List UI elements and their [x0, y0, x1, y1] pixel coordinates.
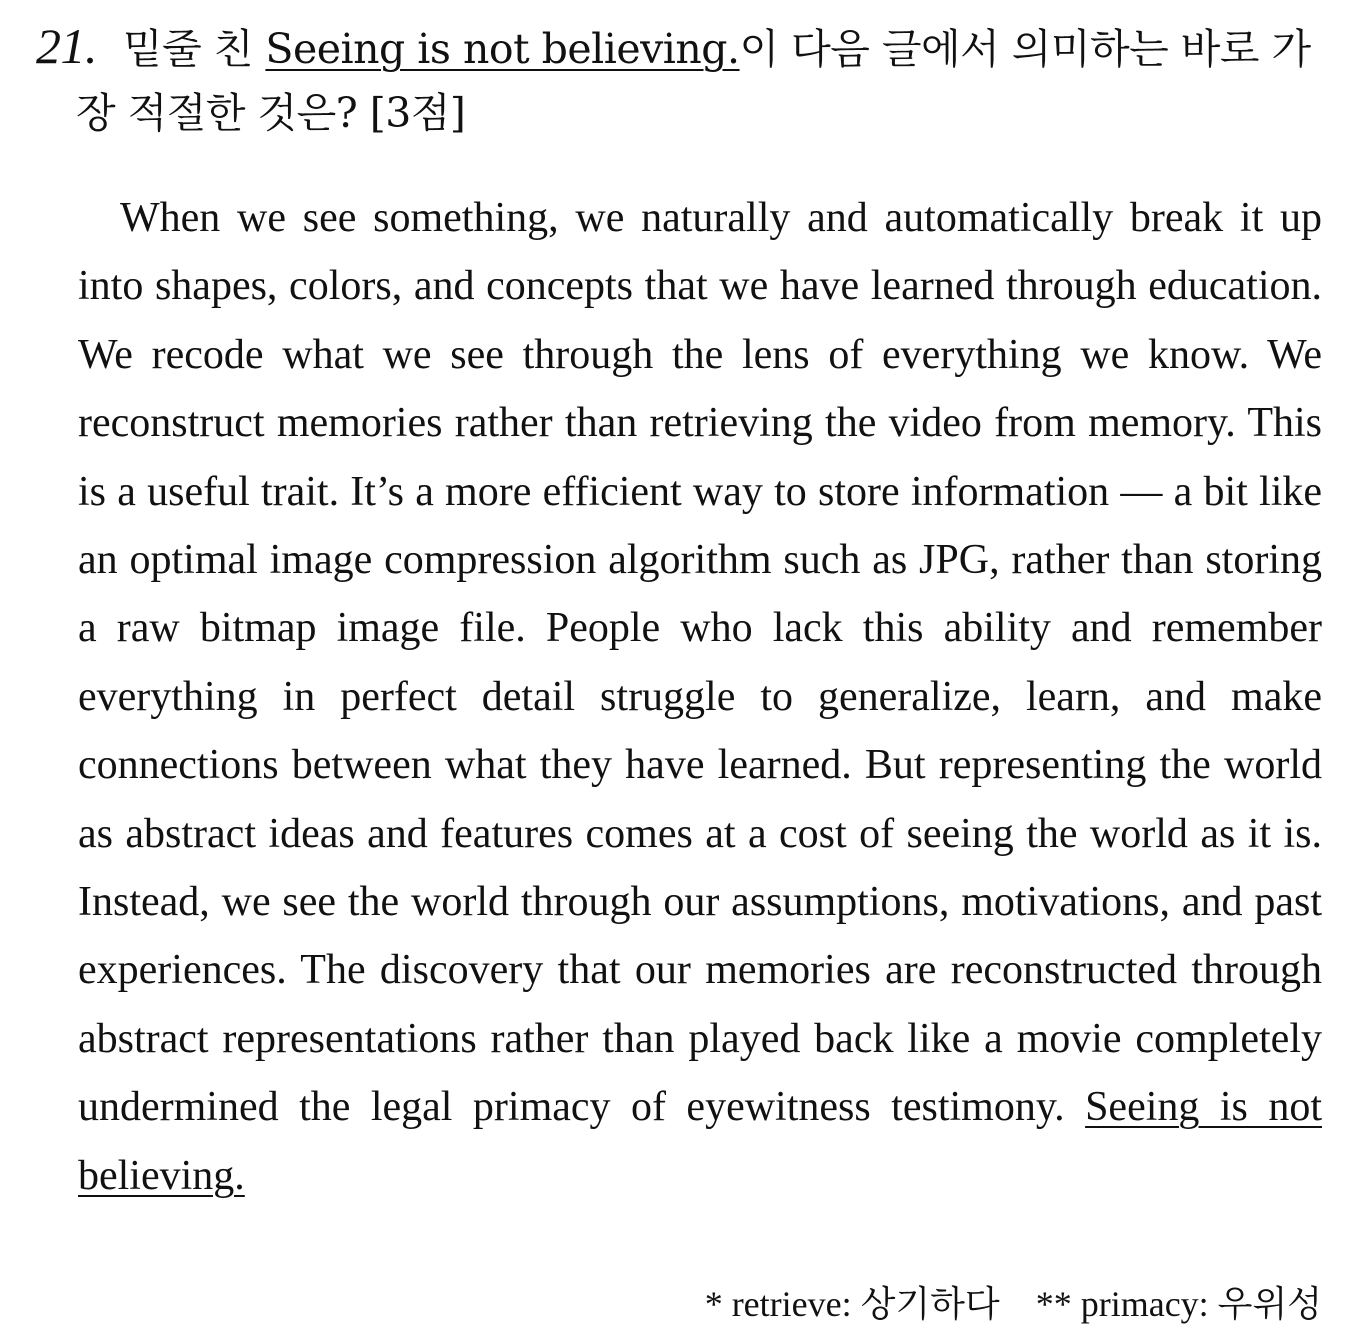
passage-body: When we see something, we naturally and automatically break it up into shapes, colors, and concepts that we have learned through education. We recode what we see through the lens of everything we know. We reconstruct memories rather than retrieving the video from memory. This is a useful trait. It’s a more efficient way to store information — a bit like an optimal image compression algorithm such as JPG, rather than storing a raw bitmap image file. People who lack this ability and remember everything in perfect detail struggle to generalize, learn, and make connections between what they have learned. But representing the world as abstract ideas and features comes at a cost of seeing the world as it is. Instead, we see the world through our assumptions, motivations, and past experiences. The discovery that our memories are reconstructed through abstract representations rather than played back like a movie completely undermined the legal primacy of eyewitness testimony. [78, 195, 1322, 1131]
passage-underlined-sentence: Seeing is not believing. [78, 1084, 1322, 1199]
question-block [36, 14, 1326, 145]
prompt-text-after: 이 다음 글에서 의미하는 바로 가 [739, 25, 1311, 73]
underlined-phrase: Seeing is not believing. [265, 25, 740, 73]
footnote-primacy: ** primacy: 우위성 [1035, 1284, 1322, 1324]
footnote-retrieve: * retrieve: 상기하다 [704, 1284, 1000, 1324]
question-prompt [36, 14, 1326, 81]
question-prompt-line2: 장 적절한 것은? [3점] [76, 89, 466, 137]
passage-paragraph [78, 184, 1322, 1210]
footnotes [705, 1276, 1322, 1332]
prompt-text-before: 밑줄 친 [123, 25, 266, 73]
passage [78, 184, 1322, 1210]
question-number: 21. [36, 18, 97, 74]
